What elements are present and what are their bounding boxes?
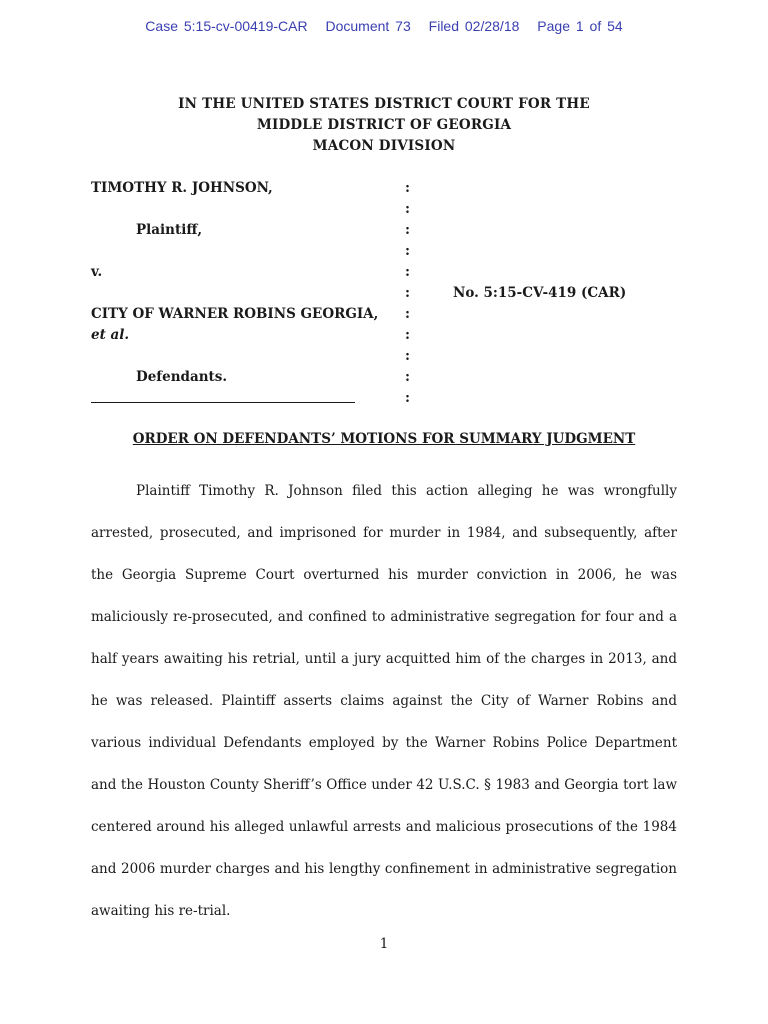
plaintiff-role: Plaintiff,: [136, 222, 203, 238]
civil-case-number: No. 5:15-CV-419 (CAR): [453, 285, 627, 301]
case-number-stamp: Case 5:15-cv-00419-CAR: [145, 18, 308, 34]
caption-colon: :: [405, 201, 410, 217]
caption-colon: :: [405, 243, 410, 259]
defendant-et-al: [91, 325, 391, 346]
caption-colon: :: [405, 180, 410, 196]
caption-colon: :: [405, 348, 410, 364]
caption-divider-line: [91, 402, 355, 403]
court-heading-line-3: MACON DIVISION: [312, 138, 456, 154]
et-al-text: et al.: [91, 327, 130, 343]
caption-spacer: [91, 346, 391, 367]
order-title: ORDER ON DEFENDANTS’ MOTIONS FOR SUMMARY JUDGMENT: [132, 431, 636, 447]
caption-colon: :: [405, 264, 410, 280]
filed-date-stamp: Filed 02/28/18: [428, 18, 520, 34]
court-heading-line-1: IN THE UNITED STATES DISTRICT COURT FOR THE: [178, 96, 590, 112]
document-number-stamp: Document 73: [325, 18, 411, 34]
versus: v.: [91, 264, 103, 280]
body-paragraph-1: Plaintiff Timothy R. Johnson filed this action alleging he was wrongfully arrested, prosecuted, and imprisoned for murder in 1984, and subsequently, after the Georgia Supreme Court overturned his murder conviction in 2006, he was maliciously re-prosecuted, and confined to administrative segregation for four and a half years awaiting his retrial, until a jury acquitted him of the charges in 2013, and he was released. Plaintiff asserts claims against the City of Warner Robins and various individual Defendants employed by the Warner Robins Police Department and the Houston County Sheriff’s Office under 42 U.S.C. § 1983 and Georgia tort law centered around his alleged unlawful arrests and malicious prosecutions of the 1984 and 2006 murder charges and his lengthy confinement in administrative segregation awaiting his re-trial.: [91, 483, 677, 919]
caption-colon: :: [405, 222, 410, 238]
plaintiff-name: TIMOTHY R. JOHNSON,: [91, 180, 273, 196]
caption-colon: :: [405, 369, 410, 385]
caption-colon: :: [405, 306, 410, 322]
caption-colon: :: [405, 390, 410, 406]
defendant-name: CITY OF WARNER ROBINS GEORGIA,: [91, 306, 379, 322]
court-heading: [0, 94, 768, 157]
caption-spacer: [91, 283, 391, 304]
caption-colon: :: [405, 285, 410, 301]
caption-colon-column: [405, 178, 415, 409]
case-caption-parties: [91, 178, 391, 388]
caption-spacer: [91, 199, 391, 220]
caption-colon: :: [405, 327, 410, 343]
court-heading-line-2: MIDDLE DISTRICT OF GEORGIA: [256, 117, 512, 133]
caption-spacer: [91, 241, 391, 262]
defendant-role: Defendants.: [136, 369, 228, 385]
case-header-stamp: [0, 18, 768, 34]
page-count-stamp: Page 1 of 54: [537, 18, 623, 34]
page-number: 1: [379, 936, 389, 952]
